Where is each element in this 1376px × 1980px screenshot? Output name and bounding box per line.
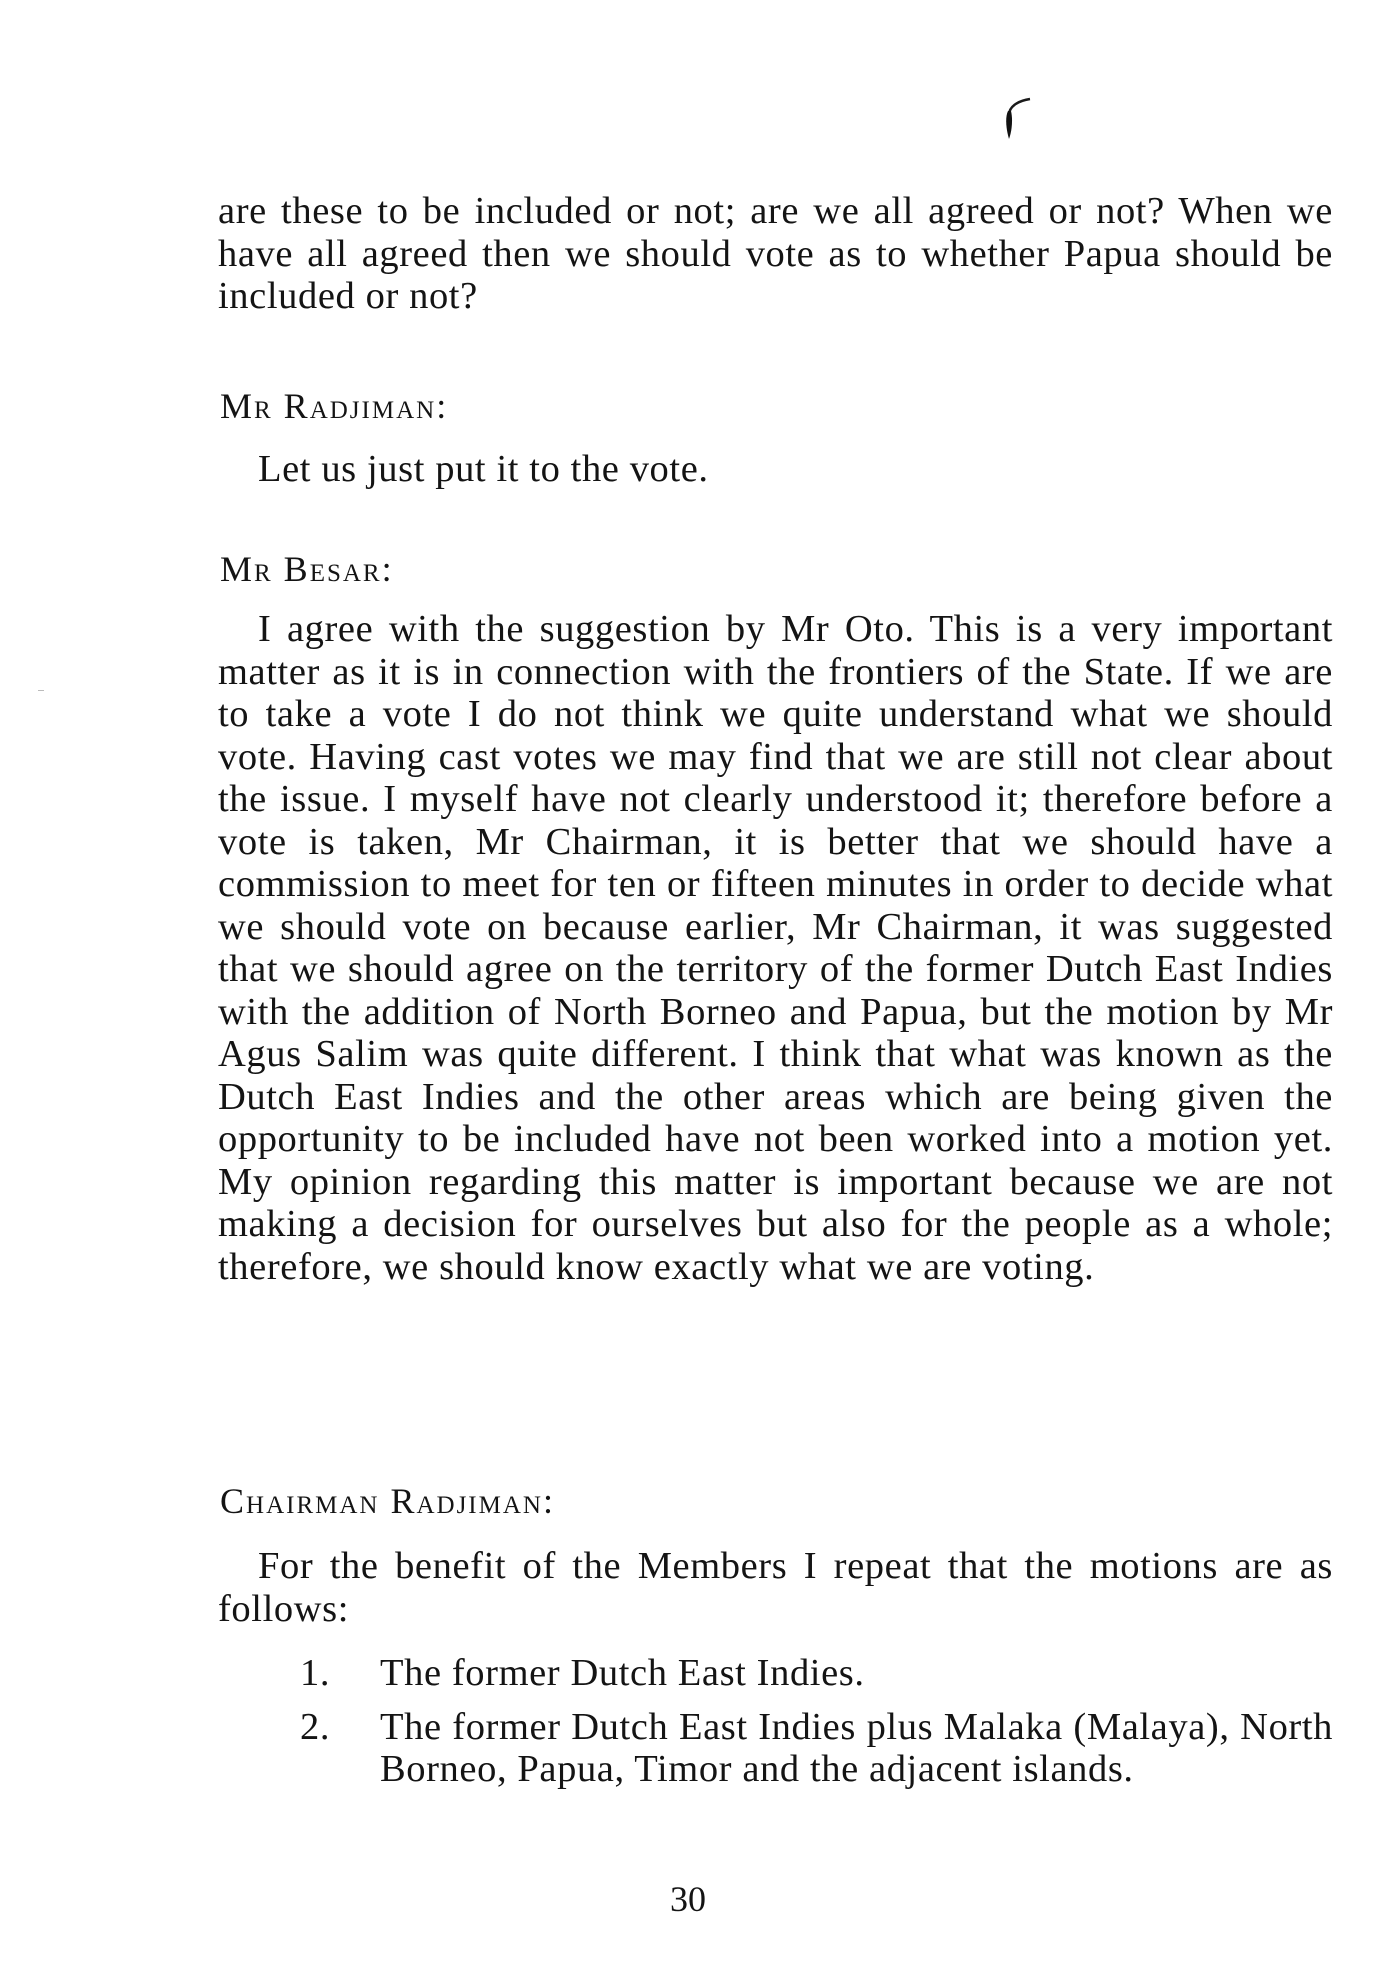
list-item xyxy=(300,1652,1333,1694)
list-number: 1. xyxy=(300,1652,331,1694)
speech-paragraph: For the benefit of the Members I repeat that the motions are as follows: xyxy=(218,1545,1333,1630)
speaker-heading: Mr Besar: xyxy=(220,549,394,589)
speech-paragraph: I agree with the suggestion by Mr Oto. This is a very important matter as it is in connection with the frontiers of the State. If we are to take a vote I do not think we quite understand what we should vote. Having cast votes we may find that we are still not clear about the issue. I myself have not clearly understood it; therefore before a vote is taken, Mr Chairman, it is better that we should have a commission to meet for ten or fifteen minutes in order to decide what we should vote on because earlier, Mr Chairman, it was suggested that we should agree on the territory of the former Dutch East Indies with the addition of North Borneo and Papua, but the motion by Mr Agus Salim was quite different. I think that what was known as the Dutch East Indies and the other areas which are being given the opportunity to be included have not been worked into a motion yet. My opinion regarding this matter is important because we are not making a decision for ourselves but also for the people as a whole; therefore, we should know exactly what we are voting. xyxy=(218,608,1333,1288)
continuation-paragraph: are these to be included or not; are we all agreed or not? When we have all agreed then we should vote as to whether Papua should be included or not? xyxy=(218,190,1333,317)
speech-paragraph: Let us just put it to the vote. xyxy=(258,448,709,490)
list-text: The former Dutch East Indies plus Malaka (Malaya), North Borneo, Papua, Timor and the adjacent islands. xyxy=(380,1706,1333,1790)
page-number: 30 xyxy=(670,1879,706,1919)
ink-mark-icon xyxy=(1003,95,1033,145)
speaker-heading: Mr Radjiman: xyxy=(220,386,449,426)
list-text: The former Dutch East Indies. xyxy=(380,1652,865,1694)
list-number: 2. xyxy=(300,1706,331,1748)
scan-speck xyxy=(38,690,44,691)
list-item xyxy=(300,1706,1333,1790)
motions-list xyxy=(300,1652,1333,1802)
speaker-heading: Chairman Radjiman: xyxy=(220,1481,555,1521)
